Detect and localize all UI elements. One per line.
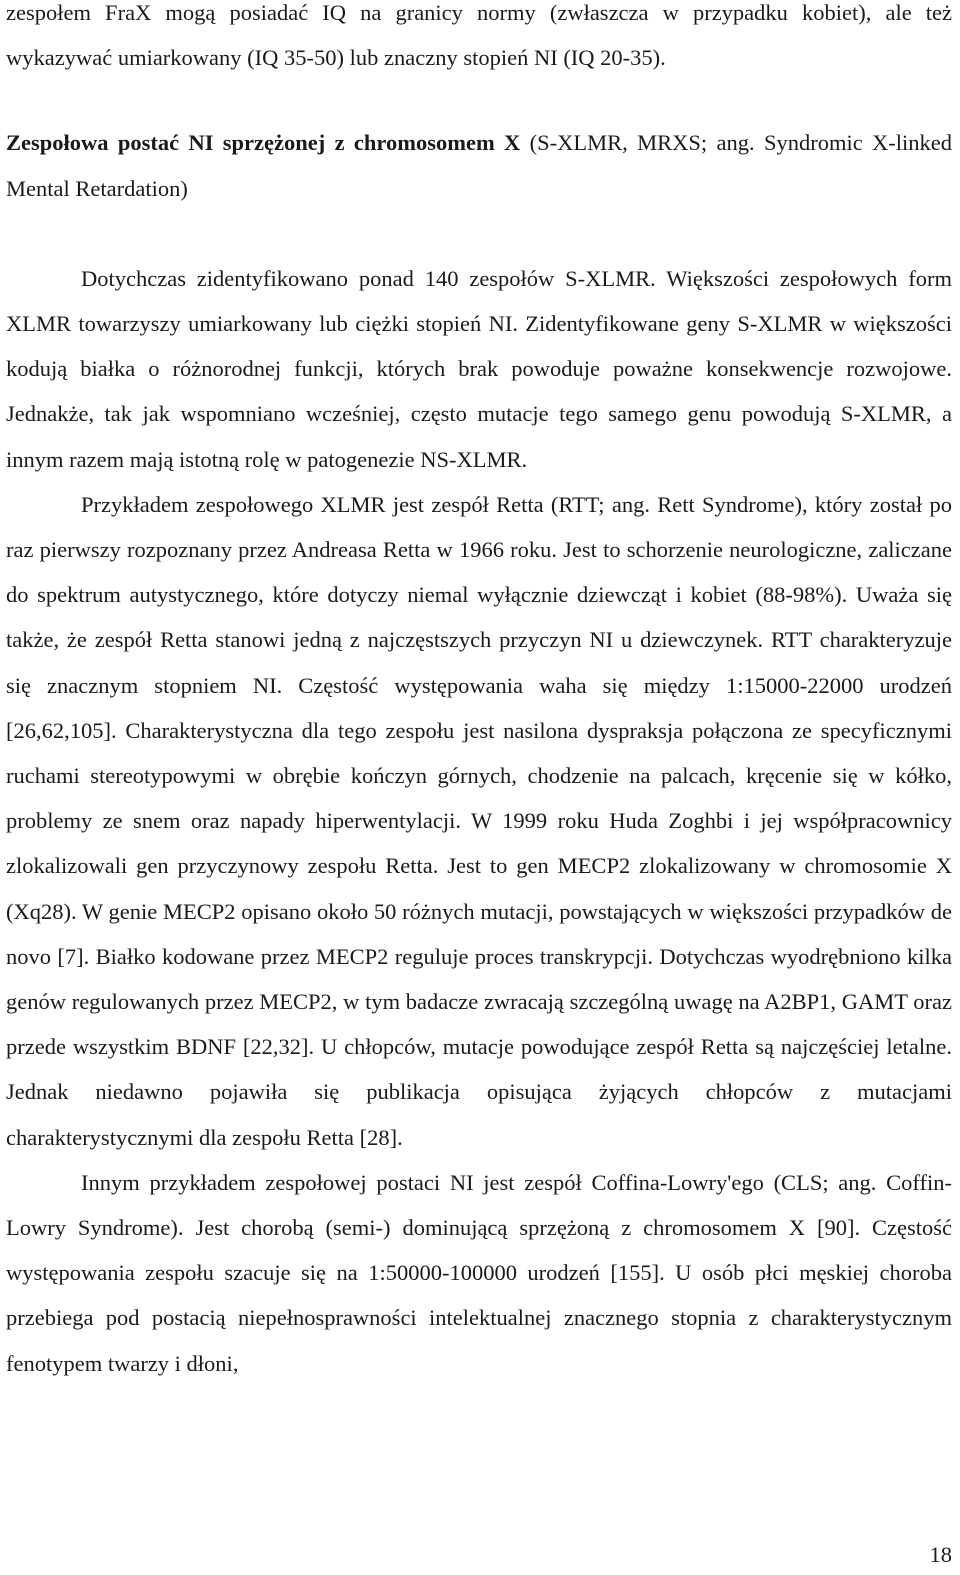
paragraph-rett: Przykładem zespołowego XLMR jest zespół Retta (RTT; ang. Rett Syndrome), który został po raz pierwszy rozpoznany przez Andreasa Retta w 1966 roku. Jest to schorzenie neurologiczne, zaliczane do spektrum autystycznego, które dotyczy niemal wyłącznie dziewcząt i kobiet (88-98%). Uważa się także, że zespół Retta stanowi jedną z najczęstszych przyczyn NI u dziewczynek. RTT charakteryzuje się znacznym stopniem NI. Częstość występowania waha się między 1:15000-22000 urodzeń [26,62,105]. Charakterystyczna dla tego zespołu jest nasilona dyspraksja połączona ze specyficznymi ruchami stereotypowymi w obrębie kończyn górnych, chodzenie na palcach, kręcenie się w kółko, problemy ze snem oraz napady hiperwentylacji. W 1999 roku Huda Zoghbi i jej współpracownicy zlokalizowali gen przyczynowy zespołu Retta. Jest to gen MECP2 zlokalizowany w chromosomie X (Xq28). W genie MECP2 opisano około 50 różnych mutacji, powstających w większości przypadków de novo [7]. Białko kodowane przez MECP2 reguluje proces transkrypcji. Dotychczas wyodrębniono kilka genów regulowanych przez MECP2, w tym badacze zwracają szczególną uwagę na A2BP1, GAMT oraz przede wszystkim BDNF [22,32]. U chłopców, mutacje powodujące zespół Retta są najczęściej letalne. Jednak niedawno pojawiła się publikacja opisująca żyjących chłopców z mutacjami charakterystycznymi dla zespołu Retta [28]. <box>6 491 952 1150</box>
section-heading-rest: (S-XLMR, MRXS; ang. Syndromic X-linked Mental Retardation) <box>6 130 953 201</box>
spacer <box>6 211 952 256</box>
paragraph-intro-tail: zespołem FraX mogą posiadać IQ na granicy normy (zwłaszcza w przypadku kobiet), ale też wykazywać umiarkowany (IQ 35-50) lub znaczny stopień NI (IQ 20-35). <box>6 0 952 71</box>
page-number: 18 <box>929 1542 952 1567</box>
paragraph-coffin-lowry: Innym przykładem zespołowej postaci NI jest zespół Coffina-Lowry'ego (CLS; ang. Coffin-Lowry Syndrome). Jest chorobą (semi-) dominującą sprzężoną z chromosomem X [90]. Częstość występowania zespołu szacuje się na 1:50000-100000 urodzeń [155]. U osób płci męskiej choroba przebiega pod postacią niepełnosprawności intelektualnej znacznego stopnia z charakterystycznym fenotypem twarzy i dłoni, <box>6 1169 952 1376</box>
section-heading <box>6 120 952 210</box>
section-heading-bold: Zespołowa postać NI sprzężonej z chromosomem X <box>6 130 521 156</box>
paragraph-sxlmr: Dotychczas zidentyfikowano ponad 140 zespołów S-XLMR. Większości zespołowych form XLMR towarzyszy umiarkowany lub ciężki stopień NI. Zidentyfikowane geny S-XLMR w większości kodują białka o różnorodnej funkcji, których brak powoduje poważne konsekwencje rozwojowe. Jednakże, tak jak wspomniano wcześniej, często mutacje tego samego genu powodują S-XLMR, a innym razem mają istotną rolę w patogenezie NS-XLMR. <box>6 265 952 472</box>
document-page <box>6 0 952 1386</box>
